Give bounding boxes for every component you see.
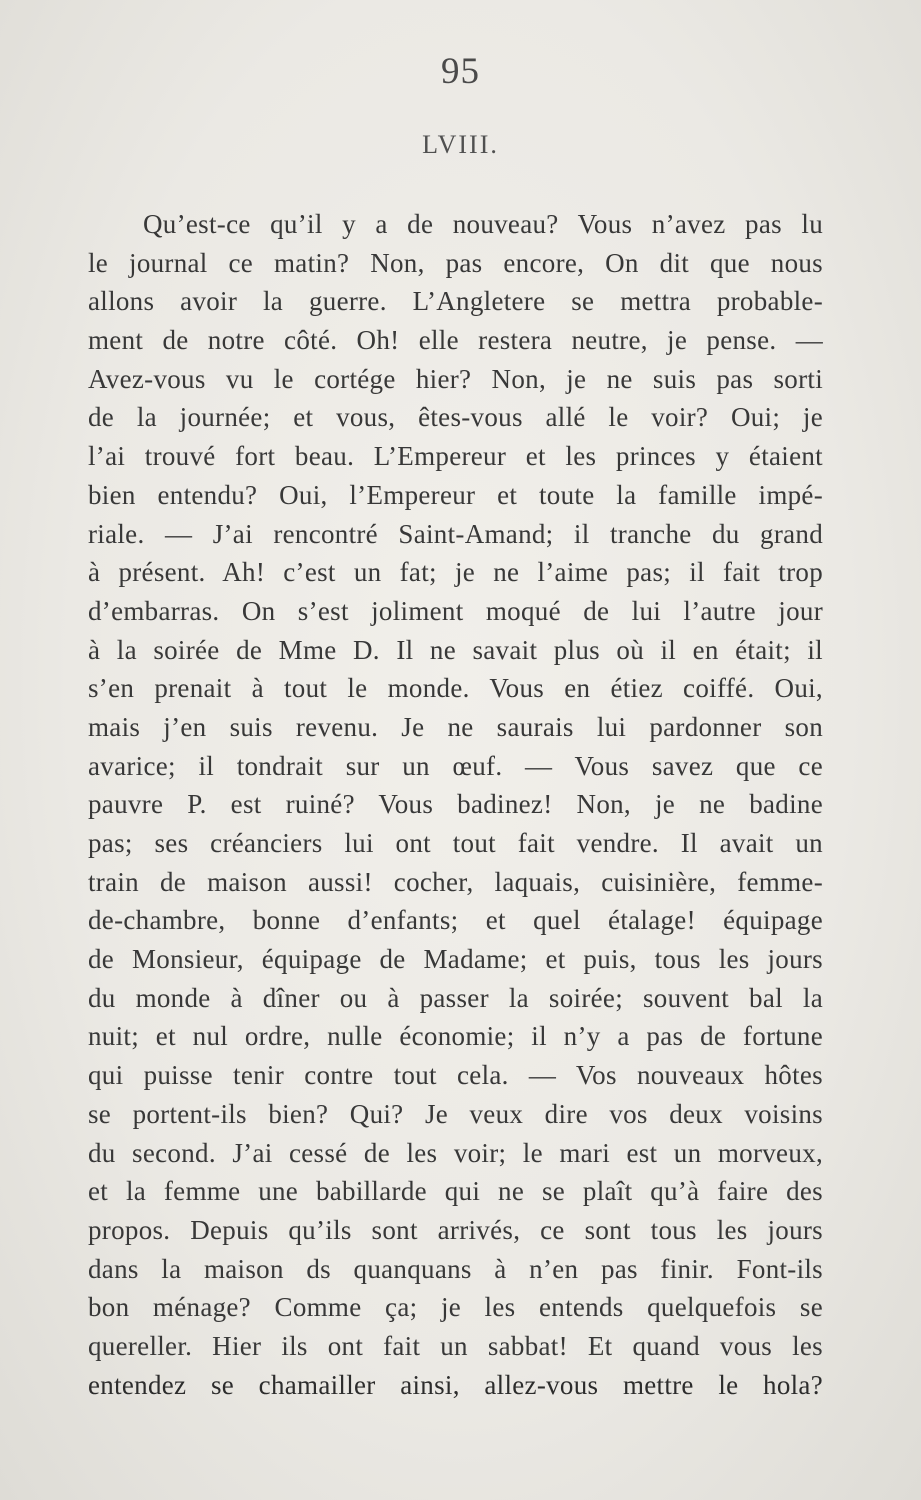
text-line: l’ai trouvé fort beau. L’Empereur et les princes y étaient	[88, 441, 823, 472]
body-text	[88, 205, 823, 1404]
text-line: riale. — J’ai rencontré Saint-Amand; il tranche du grand	[88, 518, 823, 549]
text-line: de Monsieur, équipage de Madame; et puis, tous les jours	[88, 944, 823, 975]
text-line: qui puisse tenir contre tout cela. — Vos nouveaux hôtes	[88, 1060, 823, 1091]
text-line: de-chambre, bonne d’enfants; et quel étalage! équipage	[88, 905, 823, 936]
page-number: 95	[441, 51, 480, 92]
text-line: mais j’en suis revenu. Je ne saurais lui pardonner son	[88, 711, 823, 742]
text-line: dans la maison ds quanquans à n’en pas finir. Font-ils	[88, 1253, 823, 1284]
text-line: Avez-vous vu le cortége hier? Non, je ne suis pas sorti	[88, 363, 823, 394]
text-line: quereller. Hier ils ont fait un sabbat! Et quand vous les	[88, 1330, 823, 1361]
text-line: entendez se chamailler ainsi, allez-vous mettre le hola?	[88, 1369, 823, 1400]
text-line: train de maison aussi! cocher, laquais, cuisinière, femme-	[88, 866, 823, 897]
text-line: bon ménage? Comme ça; je les entends quelquefois se	[88, 1292, 823, 1323]
text-line: s’en prenait à tout le monde. Vous en étiez coiffé. Oui,	[88, 673, 823, 704]
text-line: ment de notre côté. Oh! elle restera neutre, je pense. —	[88, 325, 823, 356]
text-line: avarice; il tondrait sur un œuf. — Vous savez que ce	[88, 750, 823, 781]
text-line: allons avoir la guerre. L’Angletere se mettra probable-	[88, 286, 823, 317]
chapter-heading: LVIII.	[422, 130, 499, 159]
text-line: le journal ce matin? Non, pas encore, On dit que nous	[88, 247, 823, 278]
text-line: à présent. Ah! c’est un fat; je ne l’aime pas; il fait trop	[88, 557, 823, 588]
text-line: se portent-ils bien? Qui? Je veux dire vos deux voisins	[88, 1098, 823, 1129]
text-line: du second. J’ai cessé de les voir; le mari est un morveux,	[88, 1137, 823, 1168]
text-line: Qu’est-ce qu’il y a de nouveau? Vous n’avez pas lu	[143, 209, 823, 239]
text-line: à la soirée de Mme D. Il ne savait plus où il en était; il	[88, 634, 823, 665]
text-line: pas; ses créanciers lui ont tout fait vendre. Il avait un	[88, 828, 823, 858]
text-line: pauvre P. est ruiné? Vous badinez! Non, je ne badine	[88, 789, 823, 820]
text-line: propos. Depuis qu’ils sont arrivés, ce sont tous les jours	[88, 1214, 823, 1245]
text-line: nuit; et nul ordre, nulle économie; il n’y a pas de fortune	[88, 1021, 823, 1052]
text-line: d’embarras. On s’est joliment moqué de lui l’autre jour	[88, 595, 823, 626]
text-line: et la femme une babillarde qui ne se plaît qu’à faire des	[88, 1176, 823, 1207]
text-line: bien entendu? Oui, l’Empereur et toute la famille impé-	[88, 479, 823, 510]
text-line: du monde à dîner ou à passer la soirée; souvent bal la	[88, 982, 823, 1013]
text-line: de la journée; et vous, êtes-vous allé le voir? Oui; je	[88, 402, 823, 433]
